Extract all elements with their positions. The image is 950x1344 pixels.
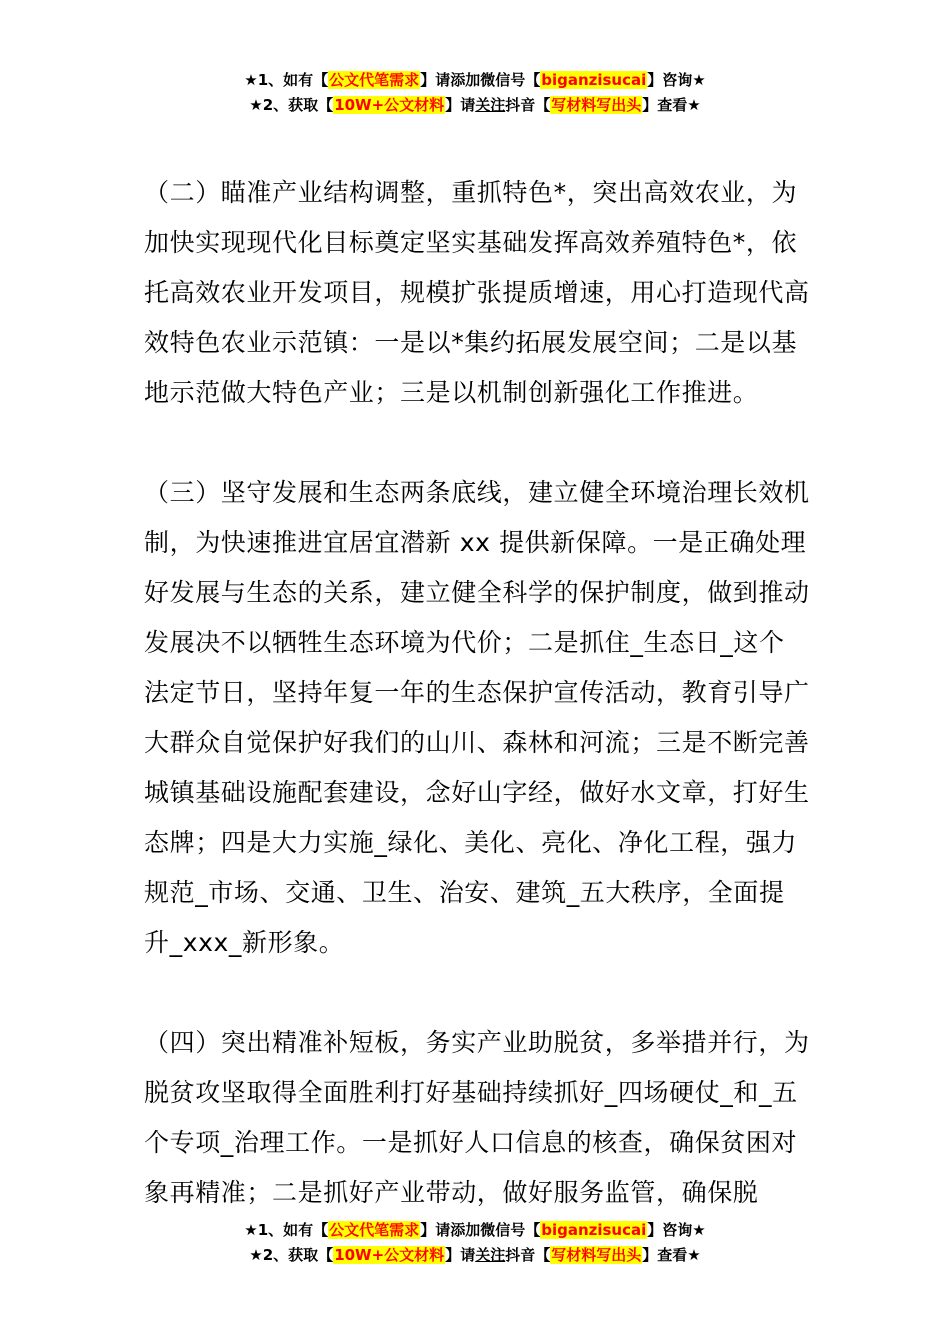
header-line-2-prefix: ★2、获取【 [249,96,334,114]
footer-line-2-platform: 抖音【 [505,1246,551,1264]
footer-line-2-prefix: ★2、获取【 [249,1246,334,1264]
paragraph-section-3: （三）坚守发展和生态两条底线，建立健全环境治理长效机制，为快速推进宜居宜潜新 xx 提供新保障。一是正确处理好发展与生态的关系，建立健全科学的保护制度，做到推动发展决不以牺牲生态环境为代价；二是抓住_生态日_这个法定节日，坚持年复一年的生态保护宣传活动，教育引导广大群众自觉保护好我们的山川、森林和河流；三是不断完善城镇基础设施配套建设，念好山字经，做好水文章，打好生态牌；四是大力实施_绿化、美化、亮化、净化工程，强力规范_市场、交通、卫生、治安、建筑_五大秩序，全面提升_xxx_新形象。 [144,478,810,957]
footer-line-1-middle: 】请添加微信号【 [420,1221,541,1239]
header-highlight-wechat-id: biganzisucai [541,71,647,89]
footer-line-1 [0,1218,950,1243]
header-highlight-account: 写材料写出头 [551,96,642,114]
footer-highlight-service: 公文代笔需求 [329,1221,420,1239]
header-line-2-middle: 】请 [445,96,476,114]
header-line-1-suffix: 】咨询★ [647,71,706,89]
footer-highlight-account: 写材料写出头 [551,1246,642,1264]
header-line-1 [0,68,950,93]
paragraph-section-2: （二）瞄准产业结构调整，重抓特色*，突出高效农业，为加快实现现代化目标奠定坚实基础发挥高效养殖特色*，依托高效农业开发项目，规模扩张提质增速，用心打造现代高效特色农业示范镇：一是以*集约拓展发展空间；二是以基地示范做大特色产业；三是以机制创新强化工作推进。 [144,178,810,407]
header-line-2-platform: 抖音【 [505,96,551,114]
footer-highlight-wechat-id: biganzisucai [541,1221,647,1239]
header-banner [0,68,950,118]
header-line-2 [0,93,950,118]
paragraph-section-4: （四）突出精准补短板，务实产业助脱贫，多举措并行，为脱贫攻坚取得全面胜利打好基础持续抓好_四场硬仗_和_五个专项_治理工作。一是抓好人口信息的核查，确保贫困对象再精准；二是抓好产业带动，做好服务监管，确保脱 [144,1028,810,1207]
footer-line-1-prefix: ★1、如有【 [244,1221,329,1239]
footer-line-2-middle: 】请 [445,1246,476,1264]
header-follow-text: 关注 [475,96,506,114]
footer-line-2-suffix: 】查看★ [642,1246,701,1264]
document-body [144,168,810,1268]
header-line-1-middle: 】请添加微信号【 [420,71,541,89]
header-highlight-materials: 10W+公文材料 [334,96,445,114]
footer-line-1-suffix: 】咨询★ [647,1221,706,1239]
footer-line-2 [0,1243,950,1268]
footer-banner [0,1218,950,1268]
header-line-1-prefix: ★1、如有【 [244,71,329,89]
header-line-2-suffix: 】查看★ [642,96,701,114]
footer-highlight-materials: 10W+公文材料 [334,1246,445,1264]
footer-follow-text: 关注 [475,1246,506,1264]
header-highlight-service: 公文代笔需求 [329,71,420,89]
